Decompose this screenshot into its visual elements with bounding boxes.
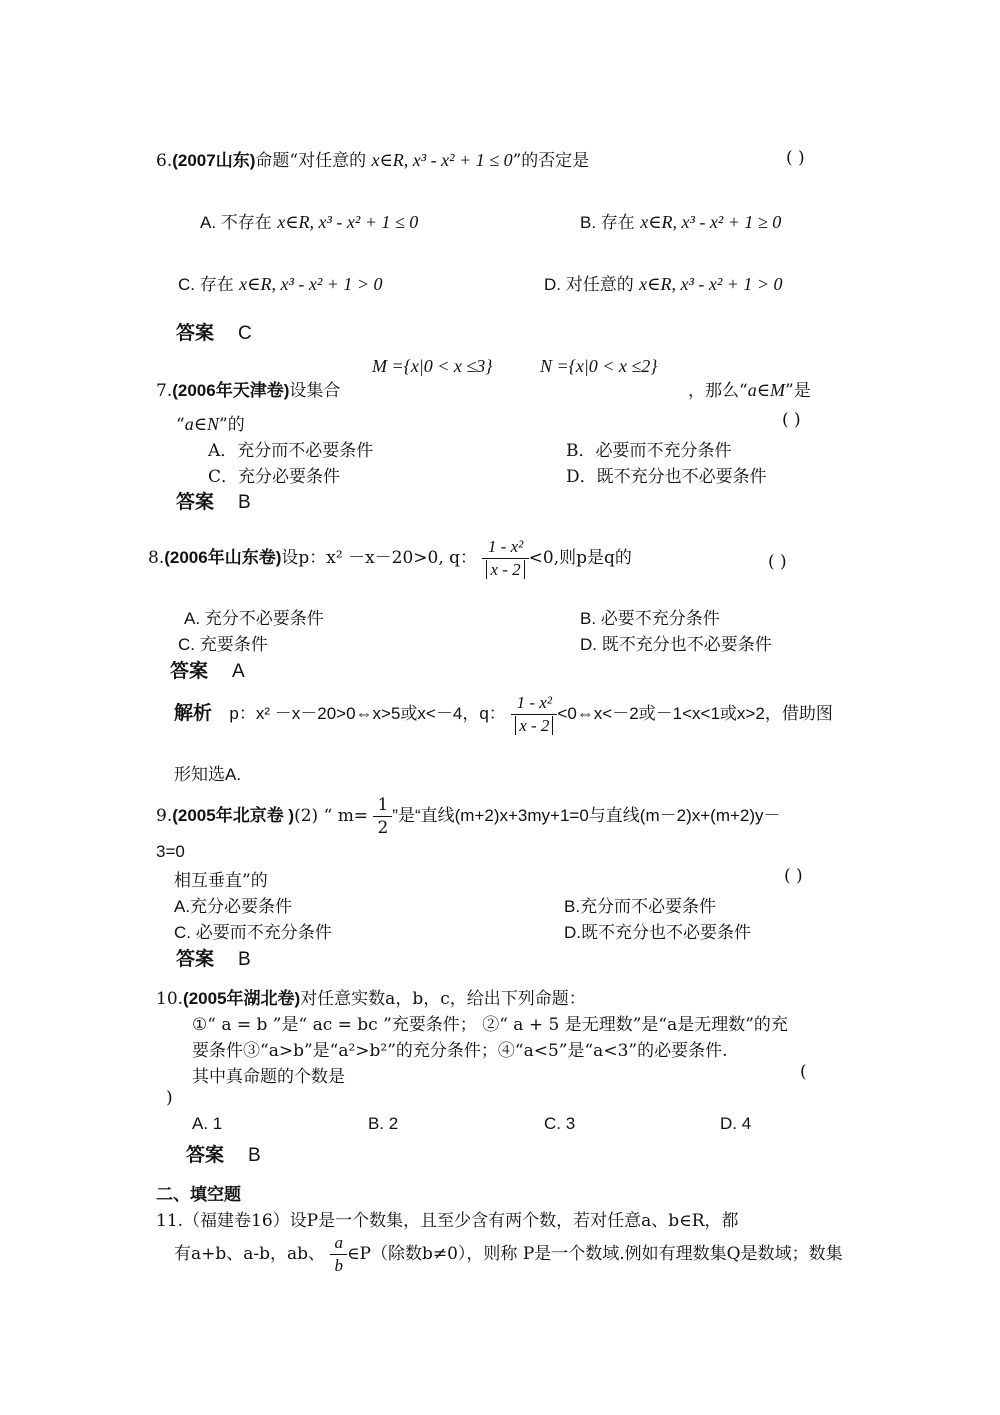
q7-set-m: M ={x|0 < x ≤3}: [372, 356, 493, 376]
q9-fraction-numerator: 1: [373, 794, 392, 817]
q10-option-b[interactable]: B. 2: [368, 1114, 399, 1133]
q7-option-d[interactable]: D．既不充分也不必要条件: [566, 467, 767, 487]
q8-fraction-denominator: x - 2: [486, 560, 524, 579]
q7-set-n: N ={x|0 < x ≤2}: [540, 356, 658, 376]
q8-analysis-fraction-numerator: 1 - x²: [511, 692, 557, 715]
q9-number: 9.: [156, 806, 173, 826]
q6-answer-value: C: [238, 323, 252, 344]
q11-text-b: ∈P（除数b≠0），则称 P是一个数域.例如有理数集Q是数域；数集: [346, 1244, 843, 1264]
q6-option-b-math: x∈R, x³ - x² + 1 ≥ 0: [640, 212, 782, 232]
q6-answer-paren: ( ): [786, 148, 805, 168]
q9-option-b[interactable]: B.充分而不必要条件: [564, 897, 717, 916]
q6-option-d-math: x∈R, x³ - x² + 1 > 0: [639, 274, 783, 294]
q7-stem: [156, 376, 340, 401]
q10-answer: [186, 1140, 261, 1167]
q10-stem-text-a: 对任意实数a，b，c，给出下列命题：: [300, 989, 586, 1009]
q6-option-b[interactable]: [580, 208, 781, 233]
q6-stem-text-a: 命题“对任意的: [255, 151, 367, 171]
q7-number: 7.: [156, 381, 173, 401]
q8-option-d[interactable]: D. 既不充分也不必要条件: [580, 635, 772, 654]
q6-option-b-label: B. 存在: [580, 213, 635, 232]
q11-text-a: 有a+b、a-b，ab、: [174, 1244, 326, 1264]
q9-stem-line3: 相互垂直”的: [174, 871, 268, 891]
q9-stem: [156, 794, 781, 839]
q7-source: (2006年天津卷): [172, 381, 290, 400]
q8-answer-value: A: [232, 661, 245, 682]
q11-line1: 11.（福建卷16）设P是一个数集，且至少含有两个数，若对任意a、b∈R，都: [156, 1211, 739, 1231]
q7-stem-text-d: ”的: [219, 415, 245, 435]
q7-option-a[interactable]: A．充分而不必要条件: [208, 441, 374, 461]
q8-option-c[interactable]: C. 充要条件: [178, 635, 268, 654]
q10-paren-open: (: [800, 1062, 807, 1082]
q6-answer: [176, 318, 252, 345]
q9-stem-line2: 3=0: [156, 842, 185, 861]
q6-option-c-label: C. 存在: [178, 275, 234, 294]
q6-option-c-math: x∈R, x³ - x² + 1 > 0: [239, 274, 383, 294]
q8-answer-label: 答案: [170, 661, 209, 682]
q8-analysis-text-b: <0⇔x<－2或－1<x<1或x>2，借助图: [557, 704, 833, 723]
q8-stem-text-a: 设p：x² －x－20>0, q：: [281, 548, 478, 568]
q10-answer-value: B: [248, 1145, 261, 1166]
q8-analysis-label: 解析: [174, 703, 213, 724]
q8-answer: [170, 656, 245, 683]
q9-answer-label: 答案: [176, 949, 215, 970]
q10-stem: [156, 984, 586, 1009]
q10-option-c[interactable]: C. 3: [544, 1114, 576, 1133]
q7-quote-open: “: [176, 415, 185, 435]
q6-option-d-label: D. 对任意的: [544, 275, 634, 294]
q6-option-d[interactable]: [544, 270, 783, 295]
q9-option-c[interactable]: C. 必要而不充分条件: [174, 923, 332, 942]
q8-analysis-fraction: [511, 692, 557, 737]
q6-source: (2007山东): [172, 151, 256, 170]
q11-fraction-denominator: b: [334, 1256, 343, 1275]
q6-option-a-label: A. 不存在: [200, 213, 272, 232]
q9-answer-paren: ( ): [784, 866, 803, 886]
q9-fraction: [373, 794, 392, 839]
q9-option-d[interactable]: D.既不充分也不必要条件: [564, 923, 751, 942]
q7-stem-text-c: ”是: [785, 381, 811, 401]
q7-answer: [176, 487, 251, 514]
q9-option-a[interactable]: A.充分必要条件: [174, 897, 293, 916]
q9-stem-text-a: (2) “ m=: [294, 806, 369, 826]
section-heading-fill-in: 二、填空题: [156, 1185, 241, 1204]
q11-fraction-numerator: a: [330, 1232, 347, 1255]
q8-stem-text-b: <0,则p是q的: [528, 548, 632, 568]
q7-stem-text-b: ，那么“: [688, 381, 748, 401]
q10-number: 10.: [156, 989, 184, 1009]
q6-answer-label: 答案: [176, 323, 215, 344]
q7-answer-paren: ( ): [782, 410, 801, 430]
q10-option-d[interactable]: D. 4: [720, 1114, 752, 1133]
q11-fraction: [330, 1232, 347, 1277]
q9-fraction-denominator: 2: [377, 818, 389, 838]
q6-option-a-math: x∈R, x³ - x² + 1 ≤ 0: [277, 212, 419, 232]
q6-stem-text-b: ”的否定是: [512, 151, 590, 171]
q8-source: (2006年山东卷): [164, 548, 282, 567]
q7-option-c[interactable]: C．充分必要条件: [208, 467, 341, 487]
q7-stem-text-a: 设集合: [289, 381, 341, 401]
q6-number: 6.: [156, 151, 173, 171]
q8-analysis-line2: 形知选A.: [174, 765, 242, 784]
q8-stem: [148, 536, 632, 581]
q10-option-a[interactable]: A. 1: [192, 1114, 223, 1133]
q10-source: (2005年湖北卷): [183, 989, 301, 1008]
q7-answer-label: 答案: [176, 492, 215, 513]
q8-fraction: [482, 536, 528, 581]
q9-source: (2005年北京卷 ): [172, 806, 295, 825]
q6-stem: [156, 146, 589, 171]
q8-answer-paren: ( ): [768, 552, 787, 572]
q9-stem-text-b: ”是“直线(m+2)x+3my+1=0与直线(m－2)x+(m+2)y－: [392, 806, 781, 825]
q6-option-a[interactable]: [200, 208, 418, 233]
q9-answer-value: B: [238, 949, 251, 970]
q8-number: 8.: [148, 548, 165, 568]
q9-answer: [176, 944, 251, 971]
q10-line2: ①“ a = b ”是“ ac = bc ”充要条件； ②“ a + 5 是无理数”是“a是无理数”的充: [192, 1015, 788, 1035]
q10-answer-label: 答案: [186, 1145, 225, 1166]
q8-analysis: [174, 692, 833, 737]
q10-line3: 要条件③“a>b”是“a²>b²”的充分条件；④“a<5”是“a<3”的必要条件.: [192, 1041, 728, 1061]
q7-option-b[interactable]: B．必要而不充分条件: [566, 441, 732, 461]
q8-option-b[interactable]: B. 必要不充分条件: [580, 609, 720, 628]
q8-analysis-text-a: p：x² －x－20>0⇔x>5或x<－4，q：: [229, 704, 506, 723]
q8-analysis-fraction-denominator: x - 2: [515, 716, 553, 735]
q7-answer-value: B: [238, 492, 251, 513]
q7-stem-tail: [688, 376, 811, 401]
q11-line2: [174, 1232, 843, 1277]
q8-fraction-numerator: 1 - x²: [482, 536, 528, 559]
q7-stem-line2: [176, 410, 245, 435]
q10-line4: 其中真命题的个数是: [192, 1067, 345, 1087]
q6-stem-math: x∈R, x³ - x² + 1 ≤ 0: [371, 150, 513, 170]
q7-a-in-m: a∈M: [747, 380, 786, 400]
q10-paren-close: ): [166, 1088, 173, 1108]
q8-option-a[interactable]: A. 充分不必要条件: [184, 609, 324, 628]
q6-option-c[interactable]: [178, 270, 383, 295]
q7-a-in-n: a∈N: [184, 414, 220, 434]
